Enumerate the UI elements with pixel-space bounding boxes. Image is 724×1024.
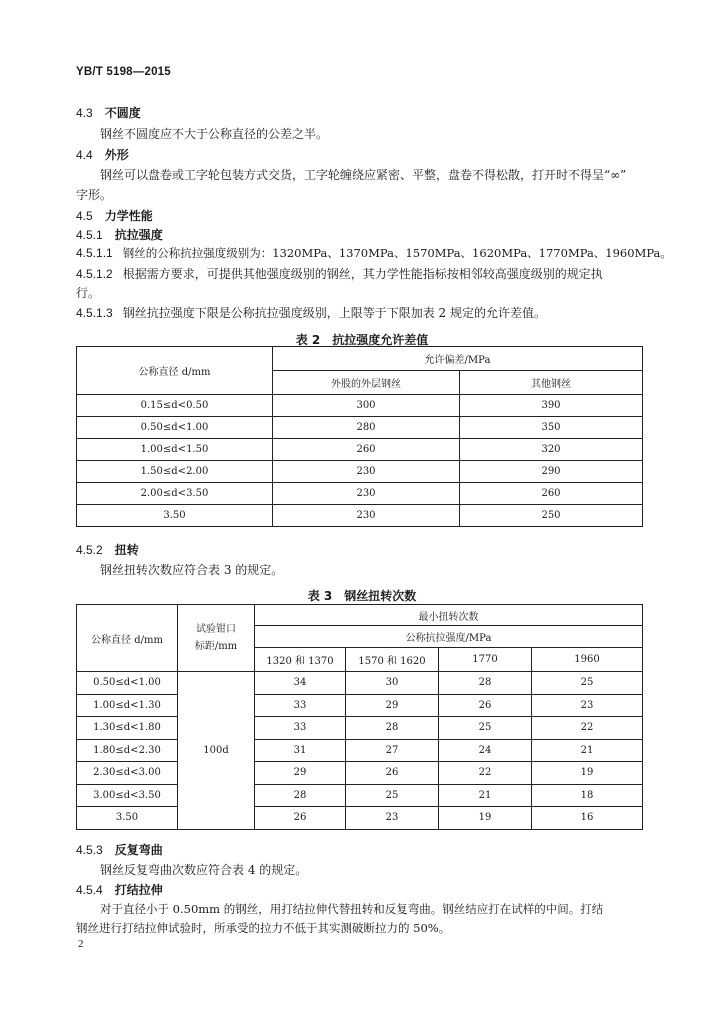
diameter-cell: 2.30≤d<3.00 — [77, 762, 178, 785]
section-title: 不圆度 — [104, 106, 141, 120]
section-number: 4.5.4 — [76, 883, 103, 897]
diameter-cell: 0.50≤d<1.00 — [77, 672, 178, 695]
table-row — [77, 694, 643, 717]
clause-number: 4.5.1.2 — [76, 267, 113, 281]
table-row — [77, 395, 643, 417]
clause-text: 钢丝的公称抗拉强度级别为：1320MPa、1370MPa、1570MPa、1620MPa、1770MPa、1960MPa。 — [122, 246, 672, 260]
torsion-count-cell: 26 — [346, 762, 439, 785]
table-row — [77, 739, 643, 762]
table-3 — [76, 604, 643, 830]
table-row — [77, 672, 643, 695]
diameter-cell: 0.50≤d<1.00 — [77, 417, 273, 439]
torsion-count-cell: 28 — [439, 672, 532, 695]
torsion-count-cell: 19 — [439, 807, 532, 830]
torsion-count-cell: 22 — [532, 717, 643, 740]
torsion-count-cell: 23 — [346, 807, 439, 830]
gauge-label-line1: 试验钳口 — [196, 624, 236, 635]
table-row — [77, 784, 643, 807]
table-row — [77, 807, 643, 830]
section-number: 4.5.1 — [76, 228, 103, 242]
torsion-count-cell: 28 — [346, 717, 439, 740]
torsion-count-cell: 24 — [439, 739, 532, 762]
table-2-caption: 表 2 抗拉强度允许差值 — [295, 333, 429, 347]
diameter-cell: 1.30≤d<1.80 — [77, 717, 178, 740]
diameter-cell: 1.80≤d<2.30 — [77, 739, 178, 762]
outer-wire-cell: 300 — [273, 395, 460, 417]
diameter-cell: 3.50 — [77, 505, 273, 527]
torsion-count-cell: 25 — [532, 672, 643, 695]
clause-number: 4.5.1.1 — [76, 246, 113, 260]
torsion-count-cell: 21 — [532, 739, 643, 762]
table-2 — [76, 346, 643, 527]
torsion-count-cell: 26 — [255, 807, 346, 830]
section-4-5-1-2 — [76, 265, 603, 282]
section-4-5-1-2-line2: 行。 — [76, 286, 101, 300]
table-3-body — [77, 672, 643, 830]
section-4-3-heading — [76, 104, 141, 121]
torsion-count-cell: 33 — [255, 694, 346, 717]
other-wire-cell: 250 — [460, 505, 643, 527]
table-row — [77, 461, 643, 483]
torsion-count-cell: 31 — [255, 739, 346, 762]
table-header-tensile-strength: 公称抗拉强度/MPa — [255, 626, 643, 648]
other-wire-cell: 390 — [460, 395, 643, 417]
torsion-count-cell: 16 — [532, 807, 643, 830]
page-number: 2 — [78, 938, 84, 950]
section-4-5-2-heading — [76, 541, 139, 558]
section-title: 外形 — [104, 148, 129, 162]
diameter-cell: 1.00≤d<1.50 — [77, 439, 273, 461]
table-header-gauge-length — [178, 605, 255, 672]
table-header-diameter: 公称直径 d/mm — [77, 347, 273, 395]
torsion-count-cell: 26 — [439, 694, 532, 717]
clause-number: 4.5.1.3 — [76, 306, 113, 320]
table-row — [77, 762, 643, 785]
table-header-grade-1570-1620: 1570 和 1620 — [346, 648, 439, 672]
section-4-5-1-heading — [76, 226, 163, 243]
section-4-3-text: 钢丝不圆度应不大于公称直径的公差之半。 — [100, 127, 329, 141]
torsion-count-cell: 23 — [532, 694, 643, 717]
section-title: 打结拉伸 — [114, 883, 163, 897]
table-3-caption: 表 3 钢丝扭转次数 — [307, 589, 417, 603]
section-number: 4.5.3 — [76, 843, 103, 857]
torsion-count-cell: 27 — [346, 739, 439, 762]
section-4-5-2-text: 钢丝扭转次数应符合表 3 的规定。 — [100, 563, 284, 577]
table-2-body — [77, 395, 643, 527]
table-header-grade-1770: 1770 — [439, 648, 532, 672]
table-header-other-wire: 其他钢丝 — [460, 371, 643, 395]
torsion-count-cell: 25 — [346, 784, 439, 807]
section-4-4-heading — [76, 146, 129, 163]
outer-wire-cell: 230 — [273, 505, 460, 527]
section-4-5-4-heading — [76, 881, 163, 898]
section-number: 4.5 — [76, 209, 93, 223]
section-4-5-heading — [76, 207, 153, 224]
diameter-cell: 2.00≤d<3.50 — [77, 483, 273, 505]
section-4-4-text-line2: 字形。 — [76, 188, 113, 202]
diameter-cell: 1.00≤d<1.30 — [77, 694, 178, 717]
table-header-min-torsions: 最小扭转次数 — [255, 605, 643, 626]
table-row — [77, 505, 643, 527]
torsion-count-cell: 22 — [439, 762, 532, 785]
diameter-cell: 3.50 — [77, 807, 178, 830]
section-title: 抗拉强度 — [114, 228, 163, 242]
outer-wire-cell: 260 — [273, 439, 460, 461]
torsion-count-cell: 29 — [346, 694, 439, 717]
table-row — [77, 417, 643, 439]
table-row — [77, 483, 643, 505]
section-4-5-4-text-line1: 对于直径小于 0.50mm 的钢丝，用打结拉伸代替扭转和反复弯曲。钢丝结应打在试样的中间。打结 — [100, 902, 604, 916]
table-header-grade-1320-1370: 1320 和 1370 — [255, 648, 346, 672]
table-header-group: 允许偏差/MPa — [273, 347, 643, 371]
diameter-cell: 3.00≤d<3.50 — [77, 784, 178, 807]
table-header-outer-wire: 外股的外层钢丝 — [273, 371, 460, 395]
section-title: 扭转 — [114, 543, 139, 557]
outer-wire-cell: 230 — [273, 461, 460, 483]
section-4-5-3-text: 钢丝反复弯曲次数应符合表 4 的规定。 — [100, 863, 308, 877]
diameter-cell: 0.15≤d<0.50 — [77, 395, 273, 417]
clause-text-line1: 根据需方要求，可提供其他强度级别的钢丝，其力学性能指标按相邻较高强度级别的规定执 — [122, 267, 603, 281]
section-title: 力学性能 — [104, 209, 153, 223]
other-wire-cell: 320 — [460, 439, 643, 461]
torsion-count-cell: 19 — [532, 762, 643, 785]
torsion-count-cell: 34 — [255, 672, 346, 695]
standard-code: YB/T 5198—2015 — [76, 66, 171, 78]
torsion-count-cell: 33 — [255, 717, 346, 740]
torsion-count-cell: 25 — [439, 717, 532, 740]
torsion-count-cell: 21 — [439, 784, 532, 807]
table-header-diameter: 公称直径 d/mm — [77, 605, 178, 672]
diameter-cell: 1.50≤d<2.00 — [77, 461, 273, 483]
section-4-5-1-3 — [76, 304, 546, 321]
section-title: 反复弯曲 — [114, 843, 163, 857]
other-wire-cell: 260 — [460, 483, 643, 505]
gauge-label-line2: 标距/mm — [194, 641, 238, 652]
section-4-5-1-1 — [76, 245, 672, 261]
section-number: 4.5.2 — [76, 543, 103, 557]
outer-wire-cell: 230 — [273, 483, 460, 505]
clause-text: 钢丝抗拉强度下限是公称抗拉强度级别，上限等于下限加表 2 规定的允许差值。 — [122, 306, 546, 320]
torsion-count-cell: 18 — [532, 784, 643, 807]
torsion-count-cell: 28 — [255, 784, 346, 807]
section-4-4-text-line1: 钢丝可以盘卷或工字轮包装方式交货，工字轮缠绕应紧密、平整，盘卷不得松散，打开时不得呈“∞” — [100, 168, 627, 182]
other-wire-cell: 290 — [460, 461, 643, 483]
torsion-count-cell: 30 — [346, 672, 439, 695]
table-header-grade-1960: 1960 — [532, 648, 643, 672]
other-wire-cell: 350 — [460, 417, 643, 439]
section-number: 4.3 — [76, 106, 93, 120]
gauge-length-cell: 100d — [178, 672, 255, 830]
table-row — [77, 439, 643, 461]
torsion-count-cell: 29 — [255, 762, 346, 785]
section-4-5-4-text-line2: 钢丝进行打结拉伸试验时，所承受的拉力不低于其实测破断拉力的 50%。 — [76, 921, 451, 935]
outer-wire-cell: 280 — [273, 417, 460, 439]
table-row — [77, 717, 643, 740]
section-number: 4.4 — [76, 148, 93, 162]
section-4-5-3-heading — [76, 841, 163, 858]
